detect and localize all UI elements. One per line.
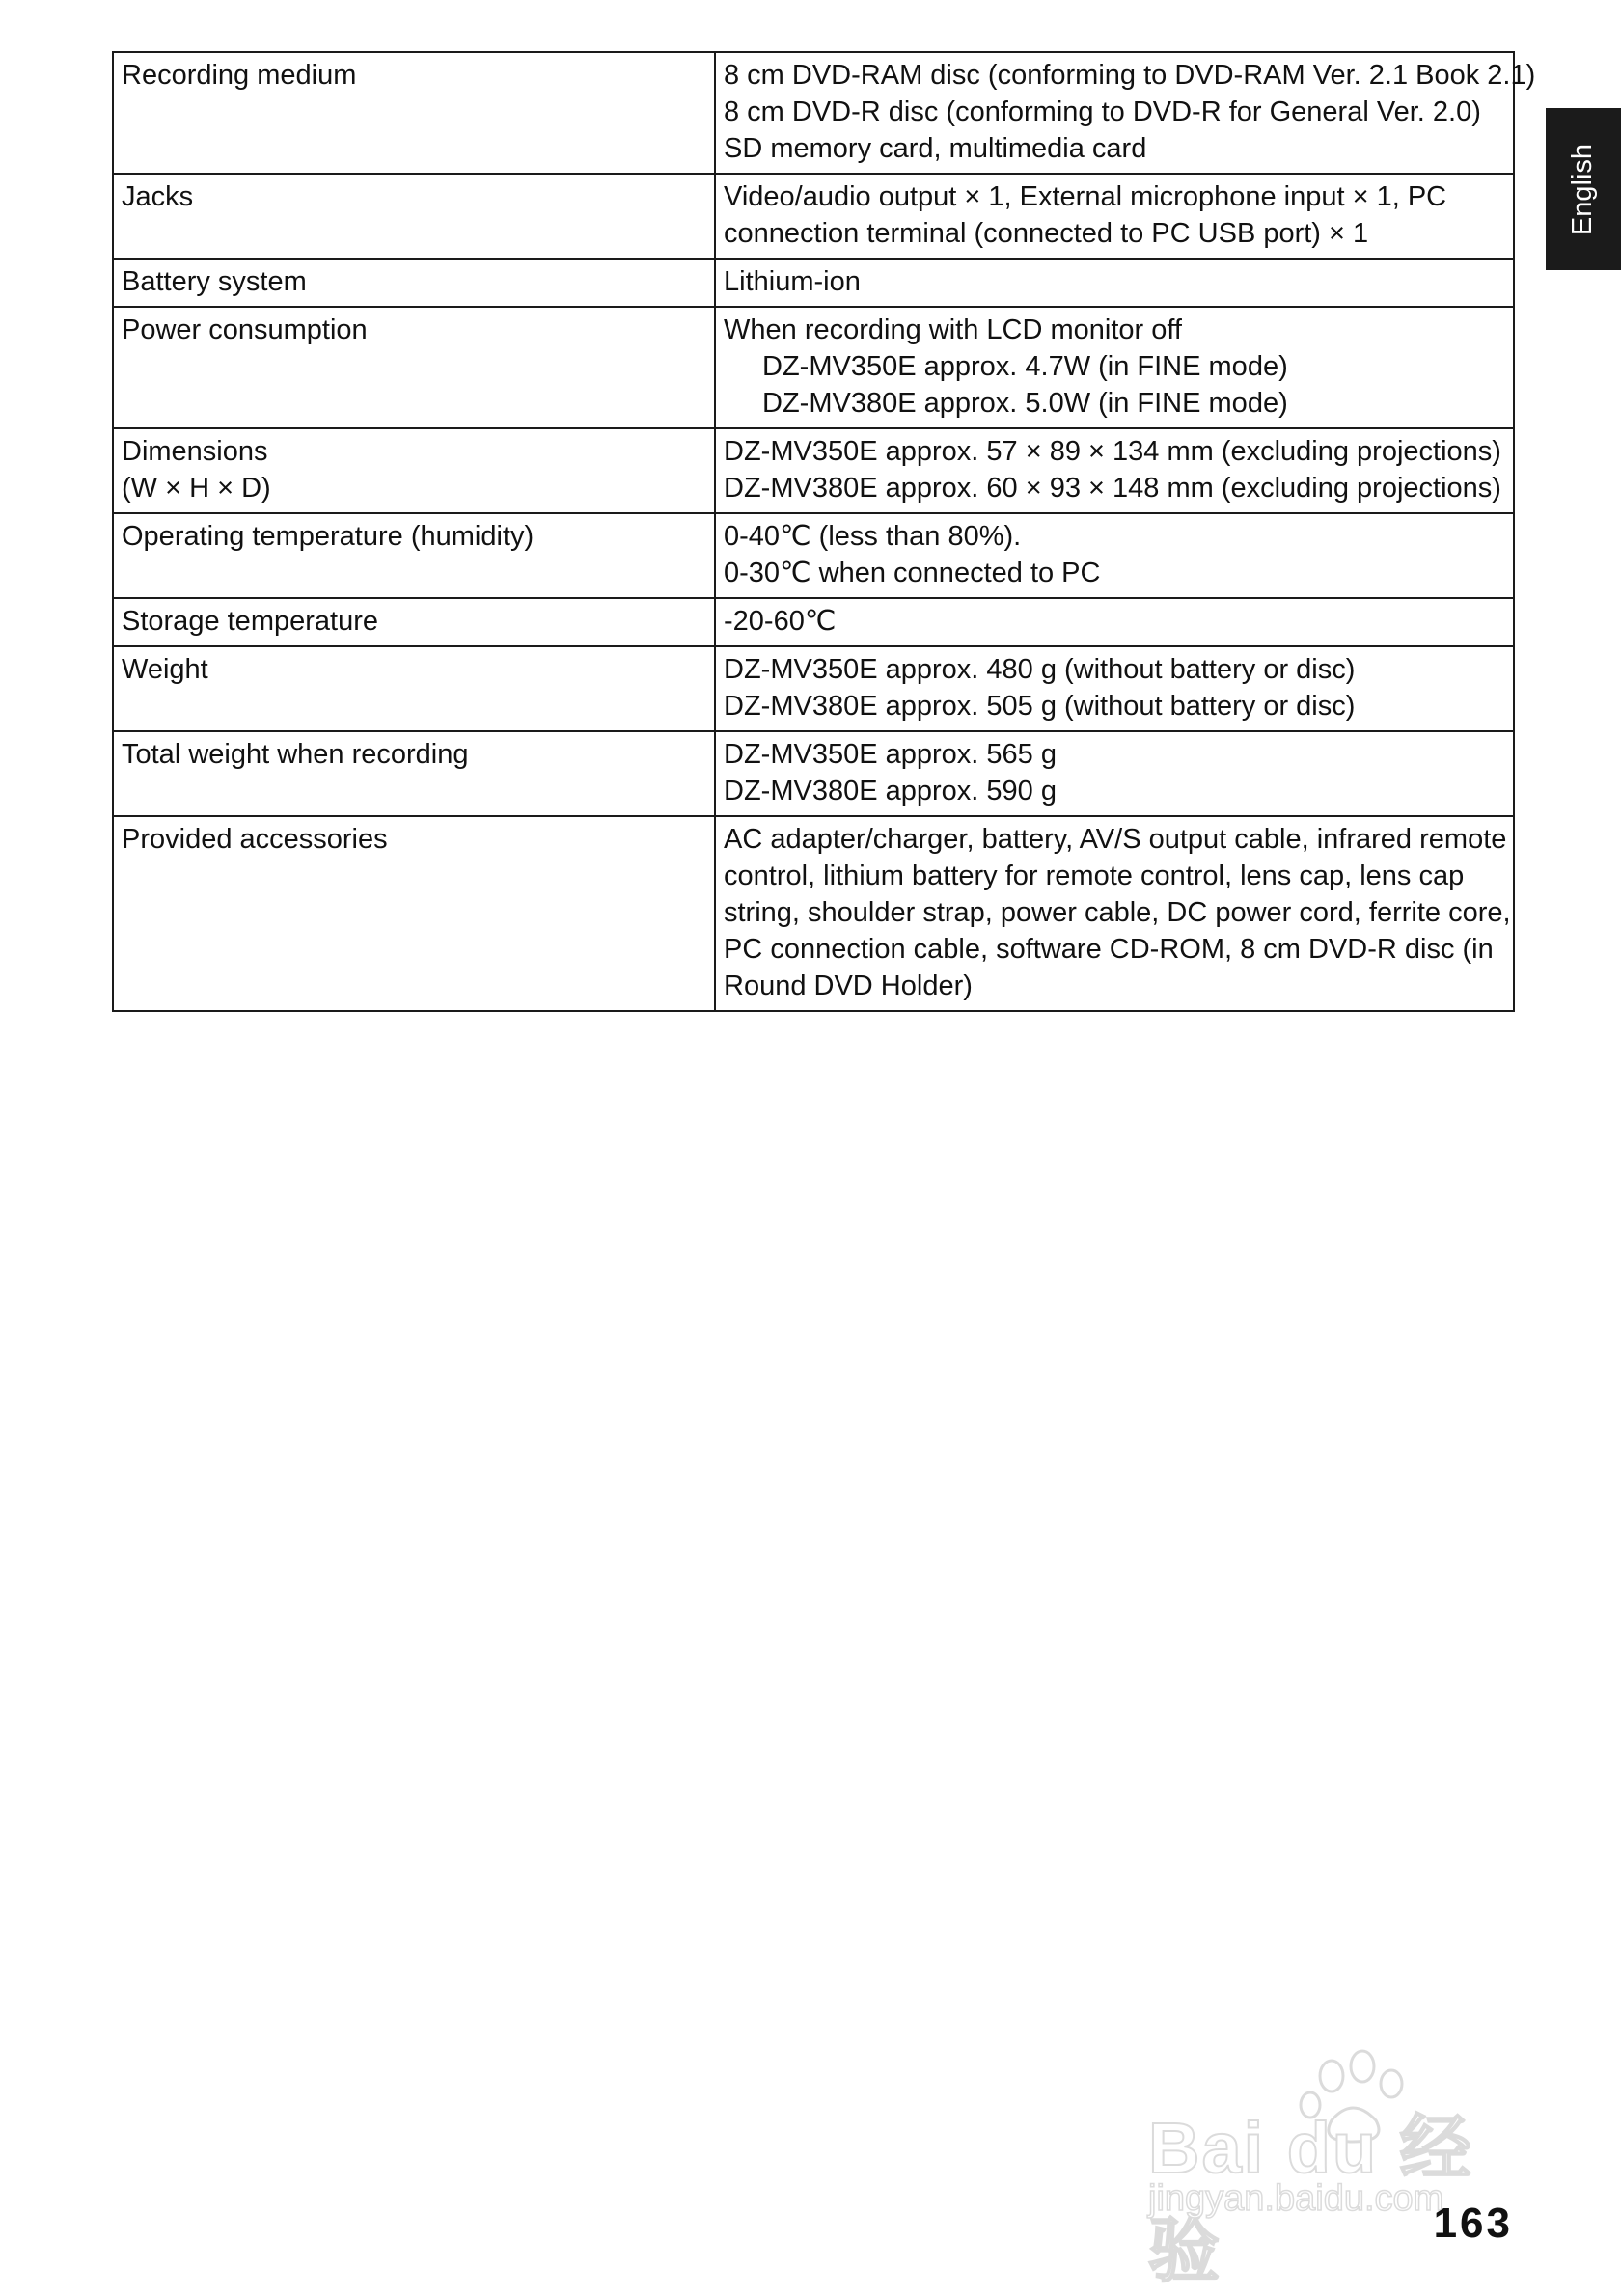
watermark-url: jingyan.baidu.com [1148,2178,1444,2219]
spec-value-line: 0-40℃ (less than 80%). [724,521,1022,552]
spec-label-line: Recording medium [122,60,357,91]
spec-value-line: Video/audio output × 1, External microphone input × 1, PC [724,181,1447,212]
spec-label [113,731,715,816]
watermark-brand: Bai du 经验 [1148,2108,1473,2290]
spec-value-line: DZ-MV350E approx. 480 g (without battery or disc) [724,654,1356,685]
spec-value-line: DZ-MV350E approx. 565 g [724,739,1057,770]
spec-value-line: 0-30℃ when connected to PC [724,558,1101,588]
spec-label-line: Provided accessories [122,824,388,855]
specifications-table [112,51,1536,1012]
spec-value-line: Lithium-ion [724,266,861,297]
spec-value-line: DZ-MV380E approx. 60 × 93 × 148 mm (excluding projections) [724,473,1501,504]
spec-label-line: Operating temperature (humidity) [122,521,535,552]
spec-label-line: (W × H × D) [122,473,271,504]
spec-row-battery-system [113,259,1514,307]
spec-label-line: Dimensions [122,436,268,467]
spec-value [715,513,1514,598]
spec-value [715,731,1514,816]
spec-row-operating-temperature [113,513,1514,598]
spec-label-line: Total weight when recording [122,739,469,770]
spec-row-recording-medium [113,52,1514,174]
spec-label [113,598,715,646]
spec-label-line: Battery system [122,266,307,297]
spec-value-line: connection terminal (connected to PC USB port) × 1 [724,218,1369,249]
spec-label [113,259,715,307]
spec-row-power-consumption [113,307,1514,428]
spec-value-line: DZ-MV380E approx. 505 g (without battery or disc) [724,691,1356,722]
spec-label [113,816,715,1011]
spec-value-line: control, lithium battery for remote control, lens cap, lens cap [724,861,1465,891]
spec-value-line: PC connection cable, software CD-ROM, 8 cm DVD-R disc (in [724,934,1494,965]
spec-value [715,816,1514,1011]
spec-label [113,174,715,259]
spec-label [113,428,715,513]
spec-value-line: 8 cm DVD-R disc (conforming to DVD-R for General Ver. 2.0) [724,96,1481,127]
spec-value-line: Round DVD Holder) [724,970,973,1001]
spec-value-line: AC adapter/charger, battery, AV/S output cable, infrared remote [724,824,1507,855]
spec-value-line: -20-60℃ [724,606,837,637]
spec-label-line: Power consumption [122,314,368,345]
language-side-tab [1546,108,1621,270]
spec-label [113,307,715,428]
spec-value [715,428,1514,513]
spec-value-line: DZ-MV380E approx. 590 g [724,776,1057,806]
spec-label-line: Storage temperature [122,606,378,637]
spec-row-total-weight [113,731,1514,816]
spec-value [715,259,1514,307]
spec-label [113,52,715,174]
spec-value [715,646,1514,731]
language-tab-label: English [1567,143,1599,235]
spec-value-line: SD memory card, multimedia card [724,133,1147,164]
spec-value-line: 8 cm DVD-RAM disc (conforming to DVD-RAM Ver. 2.1 Book 2.1) [724,60,1536,91]
spec-value [715,307,1514,428]
spec-row-provided-accessories [113,816,1514,1011]
spec-label-line: Weight [122,654,208,685]
spec-row-dimensions [113,428,1514,513]
spec-row-jacks [113,174,1514,259]
page-number: 163 [1433,2200,1513,2247]
spec-label [113,513,715,598]
spec-value [715,598,1514,646]
spec-row-storage-temperature [113,598,1514,646]
spec-row-weight [113,646,1514,731]
spec-value-line: string, shoulder strap, power cable, DC power cord, ferrite core, [724,897,1511,928]
spec-value-line: DZ-MV380E approx. 5.0W (in FINE mode) [762,388,1288,419]
spec-value [715,52,1536,174]
spec-value-line: DZ-MV350E approx. 57 × 89 × 134 mm (excluding projections) [724,436,1501,467]
spec-value-line: When recording with LCD monitor off [724,314,1182,345]
spec-value-line: DZ-MV350E approx. 4.7W (in FINE mode) [762,351,1288,382]
spec-label [113,646,715,731]
spec-value [715,174,1514,259]
spec-label-line: Jacks [122,181,194,212]
